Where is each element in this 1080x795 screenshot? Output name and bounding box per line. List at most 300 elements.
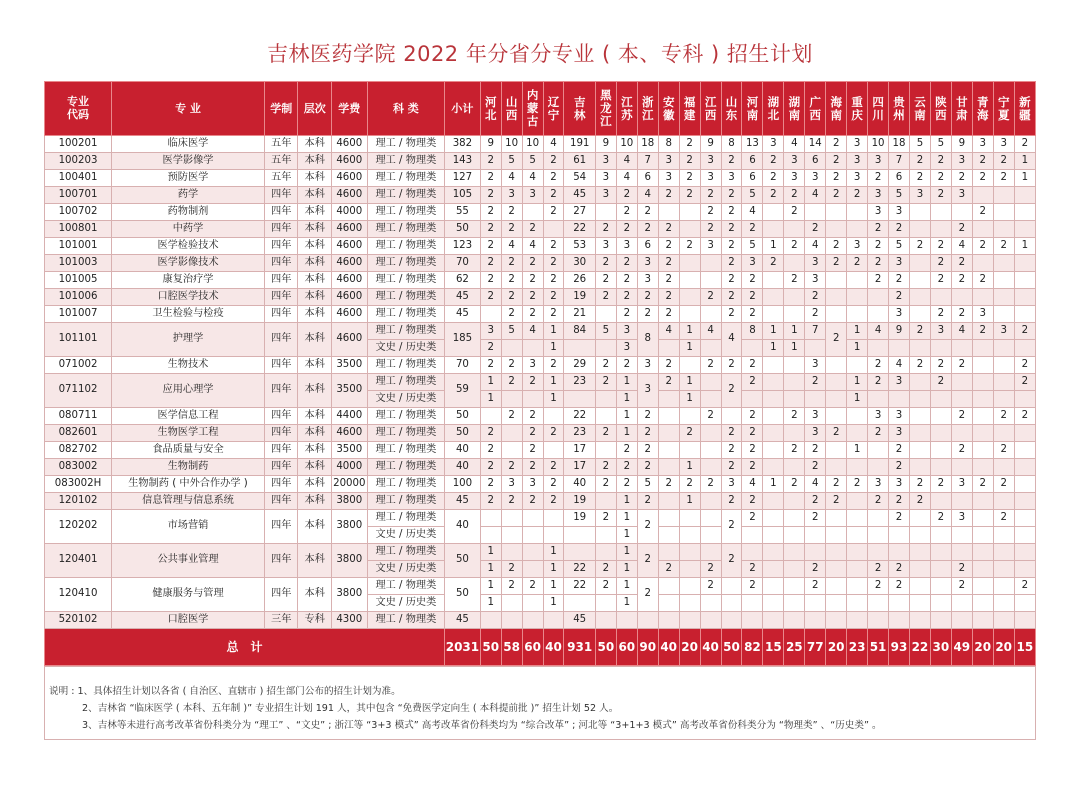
province-value-cell: 1 <box>543 374 564 391</box>
major-code-cell: 101101 <box>45 323 112 357</box>
province-value-cell: 1 <box>847 374 868 391</box>
province-value-cell <box>847 510 868 527</box>
province-value-cell: 2 <box>909 238 930 255</box>
province-value-cell <box>909 204 930 221</box>
province-value-cell: 5 <box>742 238 763 255</box>
major-name-cell: 医学影像技术 <box>112 255 265 272</box>
subtotal-cell: 70 <box>445 255 481 272</box>
province-value-cell <box>679 408 700 425</box>
province-value-cell: 2 <box>658 255 679 272</box>
header-province: 广 西 <box>805 82 826 136</box>
level-cell: 本科 <box>298 289 332 306</box>
duration-cell: 五年 <box>264 136 298 153</box>
province-value-cell: 2 <box>595 578 616 595</box>
province-value-cell: 2 <box>951 170 972 187</box>
province-value-cell <box>595 595 616 612</box>
province-value-cell: 2 <box>700 204 721 221</box>
total-province-cell: 15 <box>763 629 784 666</box>
province-value-cell <box>564 544 595 561</box>
province-value-cell <box>1014 425 1035 442</box>
province-value-cell <box>826 289 847 306</box>
major-name-cell: 康复治疗学 <box>112 272 265 289</box>
province-value-cell: 4 <box>637 187 658 204</box>
province-value-cell <box>658 340 679 357</box>
province-value-cell: 2 <box>993 238 1014 255</box>
province-value-cell: 5 <box>930 136 951 153</box>
level-cell: 本科 <box>298 459 332 476</box>
province-value-cell: 9 <box>480 136 501 153</box>
province-value-cell: 2 <box>993 476 1014 493</box>
header-subtotal: 小计 <box>445 82 481 136</box>
province-value-cell <box>972 255 993 272</box>
subtotal-cell: 105 <box>445 187 481 204</box>
province-value-cell <box>909 408 930 425</box>
total-row <box>45 629 1036 666</box>
major-code-cell: 101005 <box>45 272 112 289</box>
province-value-cell: 2 <box>889 459 910 476</box>
province-value-cell <box>679 289 700 306</box>
province-value-cell: 2 <box>784 408 805 425</box>
province-value-cell <box>658 459 679 476</box>
level-cell: 本科 <box>298 170 332 187</box>
province-value-cell: 2 <box>972 204 993 221</box>
province-value-cell: 2 <box>658 476 679 493</box>
subtotal-cell: 45 <box>445 289 481 306</box>
province-value-cell <box>972 459 993 476</box>
subtotal-cell: 382 <box>445 136 481 153</box>
province-value-cell <box>595 340 616 357</box>
province-value-cell: 2 <box>763 255 784 272</box>
province-value-cell: 2 <box>480 340 501 357</box>
province-value-cell <box>847 459 868 476</box>
header-province: 陕 西 <box>930 82 951 136</box>
fee-cell: 4600 <box>332 306 368 323</box>
province-value-cell: 2 <box>721 204 742 221</box>
province-value-cell <box>847 272 868 289</box>
province-value-cell <box>909 272 930 289</box>
province-value-cell <box>564 391 595 408</box>
notes-box <box>44 666 1036 740</box>
province-value-cell <box>1014 476 1035 493</box>
province-value-cell: 1 <box>480 391 501 408</box>
province-value-cell <box>658 425 679 442</box>
province-value-cell: 2 <box>721 187 742 204</box>
province-value-cell: 2 <box>721 357 742 374</box>
duration-cell: 四年 <box>264 187 298 204</box>
province-value-cell: 2 <box>930 187 951 204</box>
province-value-cell: 1 <box>480 374 501 391</box>
header-province: 河 南 <box>742 82 763 136</box>
province-value-cell: 1 <box>616 544 637 561</box>
subtotal-cell: 62 <box>445 272 481 289</box>
province-value-cell: 2 <box>480 272 501 289</box>
province-value-cell: 2 <box>805 493 826 510</box>
note-line-1: 说明 : 1、具体招生计划以各省 ( 自治区、直辖市 ) 招生部门公布的招生计划为准。 <box>49 686 401 697</box>
fee-cell: 4400 <box>332 408 368 425</box>
province-value-cell: 1 <box>847 391 868 408</box>
level-cell: 本科 <box>298 153 332 170</box>
province-value-cell <box>951 595 972 612</box>
category-cell: 理工 / 物理类 <box>367 289 445 306</box>
province-value-cell <box>480 306 501 323</box>
province-value-cell <box>522 595 543 612</box>
province-value-cell <box>847 595 868 612</box>
province-value-cell: 3 <box>522 357 543 374</box>
province-value-cell: 1 <box>616 561 637 578</box>
province-value-cell <box>658 408 679 425</box>
total-province-cell: 931 <box>564 629 595 666</box>
header-province: 海 南 <box>826 82 847 136</box>
table-row <box>45 323 1036 340</box>
province-value-cell <box>763 527 784 544</box>
major-code-cell: 100801 <box>45 221 112 238</box>
table-row <box>45 170 1036 187</box>
province-value-cell: 2 <box>637 493 658 510</box>
province-value-cell: 5 <box>909 136 930 153</box>
table-row <box>45 255 1036 272</box>
province-value-cell <box>930 527 951 544</box>
major-name-cell: 临床医学 <box>112 136 265 153</box>
province-value-cell: 2 <box>501 204 522 221</box>
province-value-cell <box>826 374 847 391</box>
subtotal-cell: 70 <box>445 357 481 374</box>
table-row <box>45 612 1036 629</box>
province-value-cell: 2 <box>805 221 826 238</box>
fee-cell: 4600 <box>332 289 368 306</box>
province-value-cell <box>972 527 993 544</box>
subtotal-cell: 50 <box>445 578 481 612</box>
province-value-cell: 2 <box>658 187 679 204</box>
province-value-cell <box>1014 595 1035 612</box>
province-value-cell <box>972 391 993 408</box>
province-value-cell <box>679 357 700 374</box>
province-value-cell: 3 <box>847 136 868 153</box>
province-value-cell <box>930 204 951 221</box>
province-value-cell <box>847 306 868 323</box>
province-value-cell: 13 <box>742 136 763 153</box>
province-value-cell: 2 <box>595 272 616 289</box>
province-value-cell: 2 <box>543 238 564 255</box>
level-cell: 专科 <box>298 612 332 629</box>
duration-cell: 四年 <box>264 493 298 510</box>
province-value-cell <box>480 408 501 425</box>
province-value-cell: 2 <box>868 374 889 391</box>
province-value-cell <box>993 527 1014 544</box>
duration-cell: 四年 <box>264 221 298 238</box>
duration-cell: 四年 <box>264 357 298 374</box>
province-value-cell <box>1014 272 1035 289</box>
category-cell: 理工 / 物理类 <box>367 221 445 238</box>
category-cell: 理工 / 物理类 <box>367 425 445 442</box>
province-value-cell: 45 <box>564 612 595 629</box>
category-cell: 理工 / 物理类 <box>367 306 445 323</box>
province-value-cell: 2 <box>951 442 972 459</box>
province-value-cell: 3 <box>784 170 805 187</box>
province-value-cell <box>847 357 868 374</box>
province-value-cell <box>543 510 564 527</box>
category-cell: 理工 / 物理类 <box>367 187 445 204</box>
fee-cell: 20000 <box>332 476 368 493</box>
province-value-cell <box>972 340 993 357</box>
total-province-cell: 40 <box>658 629 679 666</box>
province-value-cell: 2 <box>868 357 889 374</box>
province-value-cell: 2 <box>543 306 564 323</box>
province-value-cell: 2 <box>993 170 1014 187</box>
category-cell: 文史 / 历史类 <box>367 340 445 357</box>
province-value-cell <box>763 306 784 323</box>
enrollment-plan-table <box>44 81 1036 666</box>
province-value-cell: 2 <box>679 136 700 153</box>
fee-cell: 4600 <box>332 153 368 170</box>
duration-cell: 四年 <box>264 459 298 476</box>
province-value-cell: 3 <box>930 323 951 340</box>
province-value-cell: 2 <box>784 272 805 289</box>
total-province-cell: 40 <box>700 629 721 666</box>
major-code-cell: 101003 <box>45 255 112 272</box>
province-value-cell <box>930 425 951 442</box>
province-value-cell: 2 <box>805 374 826 391</box>
province-value-cell: 1 <box>679 374 700 391</box>
fee-cell: 4600 <box>332 221 368 238</box>
major-code-cell: 520102 <box>45 612 112 629</box>
province-value-cell <box>993 221 1014 238</box>
province-value-cell: 2 <box>480 289 501 306</box>
province-value-cell <box>889 340 910 357</box>
table-row <box>45 578 1036 595</box>
province-value-cell <box>847 204 868 221</box>
province-value-cell: 3 <box>501 187 522 204</box>
province-value-cell <box>972 187 993 204</box>
province-value-cell: 22 <box>564 408 595 425</box>
province-value-cell <box>679 204 700 221</box>
province-value-cell: 3 <box>909 187 930 204</box>
province-value-cell <box>679 544 700 561</box>
province-value-cell: 3 <box>889 425 910 442</box>
province-value-cell: 3 <box>763 136 784 153</box>
province-value-cell: 2 <box>826 476 847 493</box>
province-value-cell: 1 <box>1014 238 1035 255</box>
province-value-cell: 4 <box>501 238 522 255</box>
province-value-cell <box>868 459 889 476</box>
province-value-cell <box>522 544 543 561</box>
province-value-cell: 3 <box>889 306 910 323</box>
level-cell: 本科 <box>298 476 332 493</box>
fee-cell: 4600 <box>332 425 368 442</box>
major-code-cell: 100702 <box>45 204 112 221</box>
province-value-cell <box>784 289 805 306</box>
header-province: 福 建 <box>679 82 700 136</box>
province-value-cell <box>480 527 501 544</box>
province-value-cell <box>993 187 1014 204</box>
province-value-cell: 2 <box>742 408 763 425</box>
province-value-cell: 2 <box>868 238 889 255</box>
province-value-cell: 2 <box>826 153 847 170</box>
province-value-cell <box>1014 561 1035 578</box>
province-value-cell <box>805 340 826 357</box>
province-value-cell: 2 <box>595 289 616 306</box>
province-value-cell <box>700 612 721 629</box>
province-value-cell: 2 <box>721 425 742 442</box>
province-value-cell <box>909 595 930 612</box>
province-value-cell: 2 <box>480 425 501 442</box>
province-value-cell <box>868 595 889 612</box>
province-value-cell: 1 <box>847 442 868 459</box>
province-value-cell <box>700 391 721 408</box>
province-value-cell: 3 <box>889 204 910 221</box>
province-value-cell <box>658 595 679 612</box>
province-value-cell: 1 <box>763 238 784 255</box>
province-value-cell: 2 <box>909 476 930 493</box>
province-value-cell: 3 <box>700 153 721 170</box>
province-value-cell: 4 <box>658 323 679 340</box>
province-value-cell: 5 <box>889 187 910 204</box>
province-value-cell: 2 <box>721 272 742 289</box>
province-value-cell <box>1014 493 1035 510</box>
major-code-cell: 082601 <box>45 425 112 442</box>
province-value-cell: 2 <box>480 153 501 170</box>
province-value-cell <box>826 408 847 425</box>
province-value-cell <box>930 612 951 629</box>
province-value-cell <box>784 221 805 238</box>
province-value-cell <box>826 306 847 323</box>
province-value-cell: 2 <box>784 204 805 221</box>
province-value-cell: 2 <box>972 170 993 187</box>
province-value-cell <box>658 493 679 510</box>
total-province-cell: 50 <box>721 629 742 666</box>
province-value-cell: 5 <box>742 187 763 204</box>
province-value-cell: 2 <box>721 442 742 459</box>
province-value-cell: 2 <box>480 493 501 510</box>
province-value-cell <box>679 612 700 629</box>
province-value-cell: 5 <box>501 153 522 170</box>
note-line-2: 2、吉林省 “临床医学 ( 本科、五年制 )” 专业招生计划 191 人，其中包含 “免费医学定向生 ( 本科提前批 )” 招生计划 52 人。 <box>82 703 619 714</box>
province-value-cell: 2 <box>700 561 721 578</box>
province-value-cell: 1 <box>763 476 784 493</box>
province-value-cell <box>501 612 522 629</box>
level-cell: 本科 <box>298 374 332 408</box>
header-province: 新 疆 <box>1014 82 1035 136</box>
province-value-cell <box>721 408 742 425</box>
duration-cell: 四年 <box>264 289 298 306</box>
province-value-cell <box>784 425 805 442</box>
province-value-cell: 30 <box>564 255 595 272</box>
header-province: 重 庆 <box>847 82 868 136</box>
province-value-cell <box>543 527 564 544</box>
province-value-cell <box>763 357 784 374</box>
province-value-cell: 1 <box>543 391 564 408</box>
province-value-cell: 2 <box>972 153 993 170</box>
level-cell: 本科 <box>298 323 332 357</box>
level-cell: 本科 <box>298 187 332 204</box>
subtotal-cell: 127 <box>445 170 481 187</box>
fee-cell: 3800 <box>332 578 368 612</box>
table-row <box>45 476 1036 493</box>
province-value-cell: 3 <box>889 255 910 272</box>
header-duration: 学制 <box>264 82 298 136</box>
province-value-cell: 17 <box>564 459 595 476</box>
province-value-cell <box>564 595 595 612</box>
province-value-cell <box>993 306 1014 323</box>
province-value-cell: 4 <box>742 204 763 221</box>
province-value-cell <box>1014 391 1035 408</box>
duration-cell: 四年 <box>264 408 298 425</box>
total-province-cell: 93 <box>889 629 910 666</box>
province-value-cell: 1 <box>616 408 637 425</box>
province-value-cell: 2 <box>543 204 564 221</box>
header-category: 科 类 <box>367 82 445 136</box>
province-value-cell: 2 <box>700 357 721 374</box>
province-value-cell <box>595 408 616 425</box>
table-row <box>45 187 1036 204</box>
province-value-cell <box>595 442 616 459</box>
fee-cell: 4600 <box>332 323 368 357</box>
province-value-cell <box>543 442 564 459</box>
province-value-cell: 2 <box>930 153 951 170</box>
province-value-cell: 2 <box>972 238 993 255</box>
province-value-cell <box>763 612 784 629</box>
table-row <box>45 272 1036 289</box>
province-value-cell: 3 <box>805 408 826 425</box>
major-name-cell: 食品质量与安全 <box>112 442 265 459</box>
category-cell: 理工 / 物理类 <box>367 136 445 153</box>
table-row <box>45 374 1036 391</box>
major-name-cell: 药物制剂 <box>112 204 265 221</box>
province-value-cell: 2 <box>637 459 658 476</box>
province-value-cell <box>868 612 889 629</box>
total-label: 总 计 <box>45 629 445 666</box>
province-value-cell: 3 <box>847 238 868 255</box>
province-value-cell <box>480 510 501 527</box>
province-value-cell <box>889 544 910 561</box>
province-value-cell <box>868 544 889 561</box>
province-value-cell <box>993 204 1014 221</box>
major-name-cell: 生物技术 <box>112 357 265 374</box>
province-value-cell: 2 <box>616 221 637 238</box>
province-value-cell: 2 <box>522 255 543 272</box>
duration-cell: 四年 <box>264 425 298 442</box>
province-value-cell: 1 <box>616 527 637 544</box>
province-value-cell <box>805 391 826 408</box>
province-value-cell: 4 <box>805 187 826 204</box>
province-value-cell <box>700 527 721 544</box>
province-value-cell: 3 <box>784 153 805 170</box>
category-cell: 理工 / 物理类 <box>367 612 445 629</box>
province-value-cell: 2 <box>1014 323 1035 340</box>
province-value-cell: 2 <box>1014 578 1035 595</box>
major-code-cell: 101006 <box>45 289 112 306</box>
province-value-cell <box>826 204 847 221</box>
province-value-cell: 2 <box>501 459 522 476</box>
fee-cell: 3500 <box>332 357 368 374</box>
province-value-cell: 2 <box>595 561 616 578</box>
province-value-cell <box>993 578 1014 595</box>
province-value-cell <box>951 612 972 629</box>
table-row <box>45 153 1036 170</box>
subtotal-cell: 123 <box>445 238 481 255</box>
province-value-cell: 1 <box>616 493 637 510</box>
table-row <box>45 425 1036 442</box>
province-value-cell: 2 <box>522 408 543 425</box>
province-value-cell <box>700 340 721 357</box>
province-value-cell: 2 <box>522 459 543 476</box>
category-cell: 理工 / 物理类 <box>367 153 445 170</box>
header-major: 专 业 <box>112 82 265 136</box>
province-value-cell: 1 <box>543 323 564 340</box>
level-cell: 本科 <box>298 425 332 442</box>
province-value-cell: 1 <box>480 544 501 561</box>
province-value-cell: 1 <box>679 459 700 476</box>
province-value-cell <box>501 442 522 459</box>
